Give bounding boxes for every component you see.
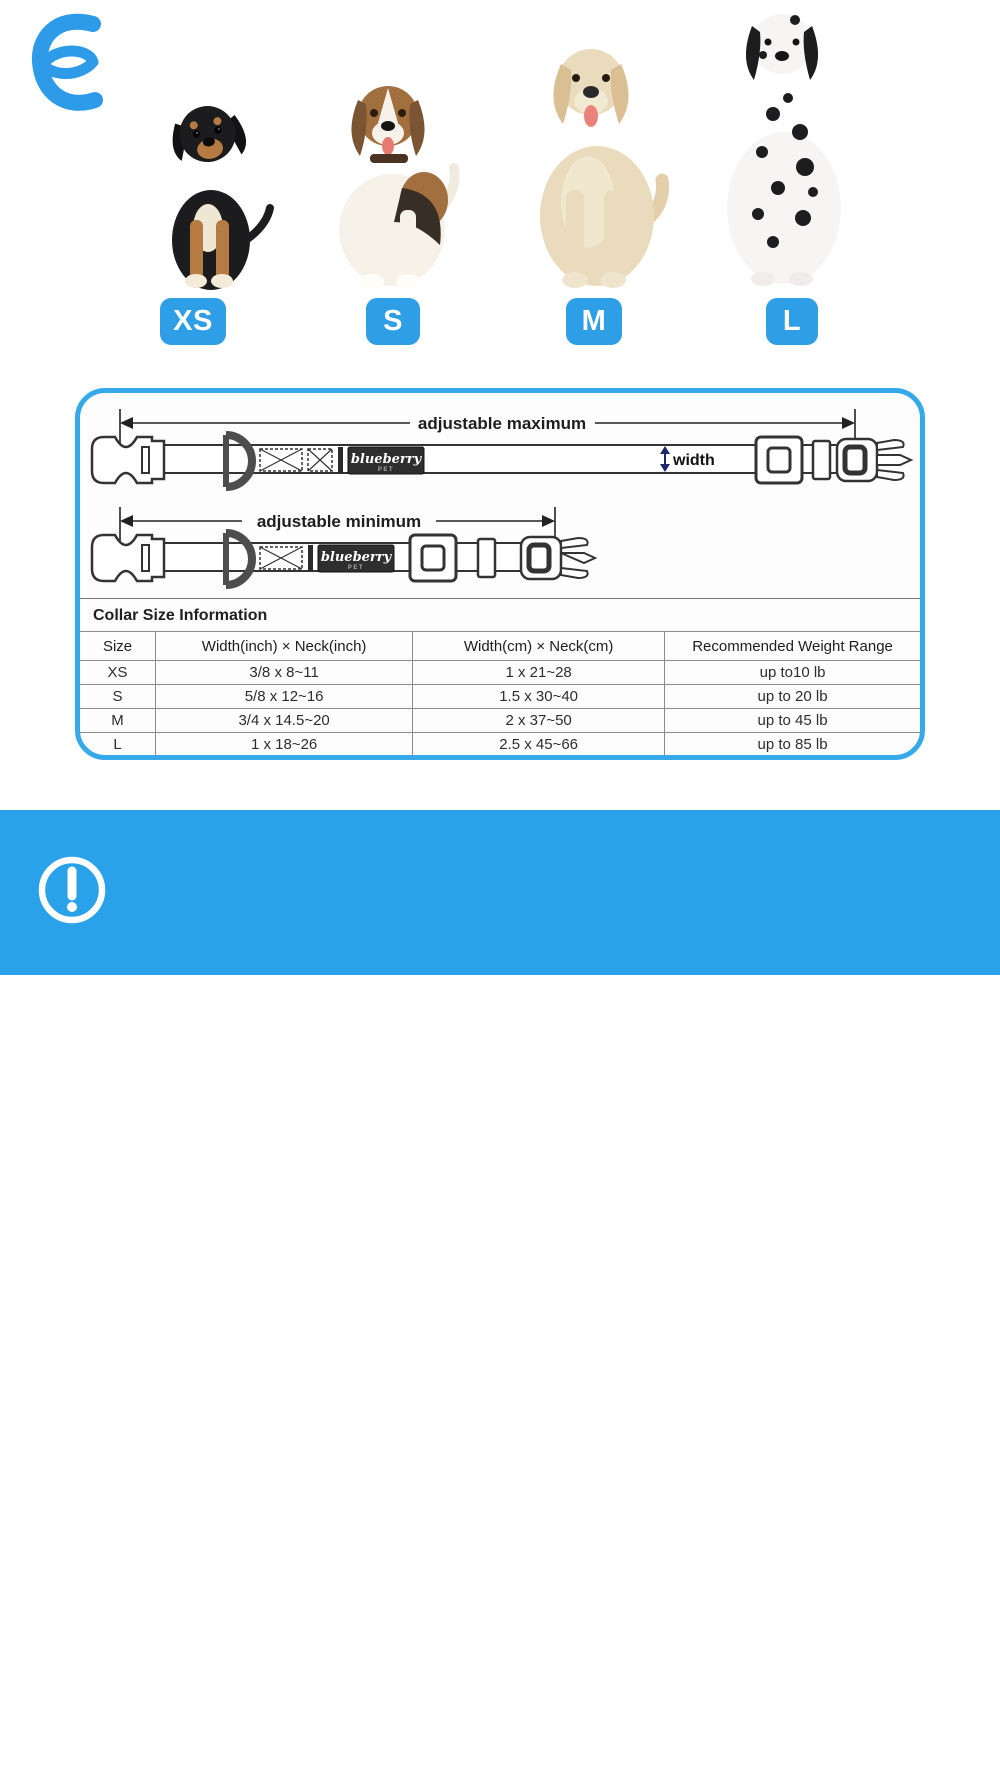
collar-diagram-maximum [80,403,920,499]
cell-size: S [80,685,156,709]
collar-info-panel [75,388,925,760]
blueberry-brand-tag [318,545,394,572]
keeper-loop [478,539,495,577]
cell-weight: up to 20 lb [665,685,920,709]
blueberry-brand-tag [348,447,424,474]
dog-photo-xs-black-and-tan-puppy [148,92,274,292]
size-badge-m: M [566,298,622,345]
size-badge-l: L [766,298,818,345]
cell-inch: 5/8 x 12~16 [156,685,413,709]
svg-text:PET: PET [377,467,395,473]
size-badge-xs: XS [160,298,226,345]
size-badge-s: S [366,298,420,345]
cell-cm: 2.5 x 45~66 [413,733,665,757]
arrow-left-icon [120,417,133,429]
cell-weight: up to10 lb [665,661,920,685]
cell-weight: up to 85 lb [665,733,920,757]
buckle-male [521,537,595,579]
cell-cm: 1.5 x 30~40 [413,685,665,709]
collar-size-table [80,631,920,756]
column-header: Size [80,632,156,661]
buckle-female [92,535,164,581]
table-header-row [80,632,920,661]
arrow-right-icon [542,515,555,527]
cell-cm: 1 x 21~28 [413,661,665,685]
cell-weight: up to 45 lb [665,709,920,733]
adjustable-maximum-label: adjustable maximum [417,414,587,433]
column-header: Recommended Weight Range [665,632,920,661]
tips-line-2: enough to fit 2 fingers between dog's neck and their collar. [149,1739,945,1771]
cell-inch: 3/4 x 14.5~20 [156,709,413,733]
table-title: Collar Size Information [93,607,268,624]
buckle-female [92,437,164,483]
svg-text:PET: PET [347,565,365,571]
collar-diagram-minimum [80,501,920,597]
table-row [80,709,920,733]
tips-text [112,1663,982,1774]
cell-inch: 1 x 18~26 [156,733,413,757]
panel-divider [80,598,920,599]
adjustable-minimum-label: adjustable minimum [256,512,422,531]
stylized-e-logo [33,12,107,112]
table-row [80,685,920,709]
cell-inch: 3/8 x 8~11 [156,661,413,685]
cell-cm: 2 x 37~50 [413,709,665,733]
buckle-male [837,439,911,481]
keeper-loop [813,441,830,479]
arrow-right-icon [842,417,855,429]
alert-exclamation-icon [36,854,108,926]
dog-photo-l-dalmatian [703,2,865,288]
cell-size: L [80,733,156,757]
tips-line-1: Tips: Measure the circumference of pet's neck. It should be snug [146,1665,948,1734]
table-row [80,661,920,685]
arrow-left-icon [120,515,133,527]
svg-text:width: width [673,452,715,469]
column-header: Width(inch) × Neck(inch) [156,632,413,661]
cell-size: M [80,709,156,733]
dog-photo-m-golden-retriever [518,30,676,290]
svg-text:blueberry: blueberry [350,452,422,467]
column-header: Width(cm) × Neck(cm) [413,632,665,661]
cell-size: XS [80,661,156,685]
tips-banner [0,810,1000,1771]
table-row [80,733,920,757]
svg-text:blueberry: blueberry [320,550,392,565]
dog-photo-s-beagle [306,70,478,292]
